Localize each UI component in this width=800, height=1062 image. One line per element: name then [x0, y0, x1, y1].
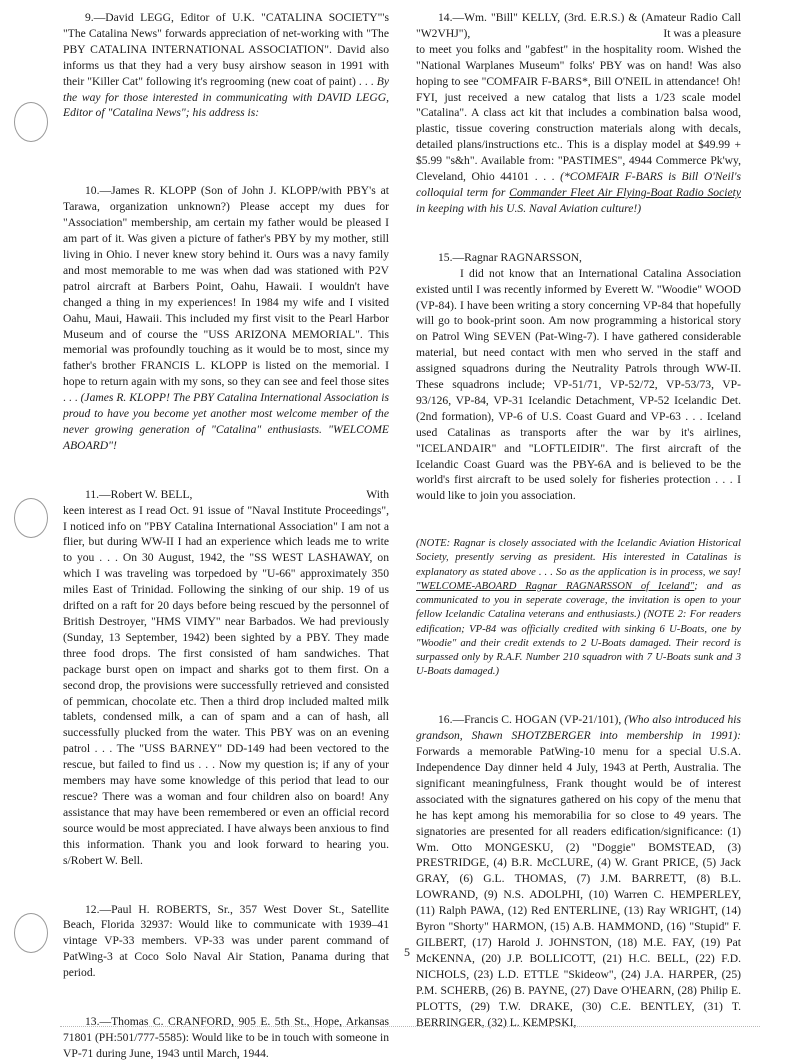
- entry-10-editor-note: (James R. KLOPP! The PBY Catalina International Association is proud to have you become yet another most welcome member of the never growing generation of "Catalina" enthusiasts. "WELCOME ABOARD"!: [63, 391, 389, 452]
- entry-16: [416, 712, 741, 1030]
- entry-11: [63, 487, 389, 869]
- page-number: 5: [404, 945, 410, 959]
- binder-hole-middle: [14, 498, 48, 538]
- left-column: [63, 10, 389, 1062]
- entry-15-note-a: (NOTE: Ragnar is closely associated with the Icelandic Aviation Historical Society, presently serving as president. His interested in Catalinas is explanatory as stated above . . . So as the application is in process, we say!: [416, 538, 741, 578]
- entry-16-heading-note: (Who also introduced his grandson, Shawn SHOTZBERGER into membership in 1991):: [416, 713, 741, 743]
- entry-15-note-c: ; and as communicated to you in seperate coverage, the invitation is open to your fellow Icelandic Catalina veterans and enthusiasts.) (NOTE 2: For readers edification; VP-84 was officially credited with sinking 6 U-Boats, one by "Woodie" and their credit extends to 2 U-Boats damaged. Their record is surpassed only by R.A.F. Number 210 squadron with 7 U-Boats sunk and 3 U-Boats damaged.): [416, 580, 741, 678]
- entry-15-note-welcome: "WELCOME-ABOARD Ragnar RAGNARSSON of Iceland": [416, 580, 695, 592]
- entry-16-heading: 16.—Francis C. HOGAN (VP-21/101),: [438, 713, 622, 727]
- entry-9: [63, 10, 389, 121]
- entry-14-heading: 14.—Wm. "Bill" KELLY, (3rd. E.R.S.) & (Amateur Radio Call "W2VHJ"),: [416, 11, 741, 40]
- entry-10: [63, 183, 389, 453]
- entry-9-editor-note: By the way for those interested in communicating with DAVID LEGG, Editor of "Catalina News"; his address is:: [63, 74, 389, 120]
- entry-12: [63, 902, 389, 982]
- entry-14-footnote-a: (*COMFAIR F-BARS is Bill O'Neil's colloquial term for: [416, 170, 741, 199]
- binder-hole-top: [14, 102, 48, 142]
- entry-11-heading-right: With: [366, 487, 389, 501]
- entry-11-text: keen interest as I read Oct. 91 issue of "Naval Institute Proceedings", I noticed info on "PBY Catalina International Association" I am not a flier, but during WW-II I had an experience which leads me to write to you . . . On 30 August, 1942, the "SS WEST LASHAWAY, on which I was traveling was torpedoed by "U-66" approximately 350 miles East of Trinidad. Following the sinking of our ship. 19 of us drifted on a raft for 20 days before being rescued by the personnel of British Destroyer, "HMS VIMY" near Barbados. We had previously (Sunday, 13 September, 1942) been sighted by a PBY. They made three food drops. The first consisted of ham sandwiches. That package burst open on impact and sharks got to them first. On a second drop, the provisions were successfully retrieved and consisted of pemmican, chocolate etc. Then a third drop included malted milk tablets, condensed milk, a can of spam and a can of hash, all successfully plucked from the water. This PBY was on an evening patrol . . . The "USS BARNEY" DD-149 had been vectored to the rescue, but failed to find us . . . Now my question is; if any of your members may have some knowledge of this period that lead to our rescue? There was a woman and four children also on board! Any assistance that may have been remembered or even an official record source would be most appreciated. I have always been anxious to find this information. Thank you and look forward to hearing you. s/Robert W. Bell.: [63, 503, 389, 867]
- right-column: [416, 10, 741, 1030]
- entry-14-footnote-society: Commander Fleet Air Flying-Boat Radio Society: [509, 185, 741, 199]
- entry-11-heading: 11.—Robert W. BELL,: [85, 487, 193, 501]
- entry-12-text: 12.—Paul H. ROBERTS, Sr., 357 West Dover St., Satellite Beach, Florida 32937: Would like to communicate with 1939–41 vintage VP-33 members. VP-33 was under parent command of PatWing-3 at Coco Solo Naval Air Station, Panama during that period.: [63, 902, 389, 980]
- entry-15-editor-note: [416, 537, 741, 679]
- entry-13-text: 13.—Thomas C. CRANFORD, 905 E. 5th St., Hope, Arkansas 71801 (PH:501/777-5585): Would like to be in touch with someone in VP-71 during June, 1943 until March, 1944.: [63, 1015, 389, 1060]
- entry-16-text: Forwards a memorable PatWing-10 menu for a special U.S.A. Independence Day dinner held 4 July, 1943 at Perth, Australia. The significant meaningfulness, Frank thought would be of interest associated with the signatures gathered on his copy of the menu that he has kept among his memorabilia for so close to 49 years. The signatories are presented for all readers edification/significance: (1) Wm. Otto MONGESKU, (2) "Doggie" BOMSTEAD, (3) PRESTRIDGE, (4) B.R. McCLURE, (4) W. Grant PRICE, (5) Jack GRAY, (6) G.L. THOMAS, (7) J.M. BARRETT, (8) B.L. LOWRAND, (9) N.S. ADOLPHI, (10) Warren C. HEMPERLEY, (11) Ralph PAWA, (12) Red ENTERLINE, (13) Ray WRIGHT, (14) Byron "Shorty" HARMON, (15) A.B. HAMMOND, (16) "Stupid" F. GILBERT, (17) Harold J. JOHNSTON, (18) M.E. FAY, (19) Pat McKENNA, (20) J.P. BOLLICOTT, (21) H.C. BELL, (22) F.D. NICHOLS, (23) L.D. ETTLE "Skideow", (24) J.A. HARPER, (25) P.M. SCHERB, (26) B. PAYNE, (27) Dave O'HEARN, (28) Philip E. PLOTTS, (29) T.W. DRAKE, (30) C.E. BENTLEY, (31) T. BERRINGER, (32) L. KEMPSKI,: [416, 745, 741, 1029]
- entry-14-footnote-c: in keeping with his U.S. Naval Aviation culture!): [416, 201, 642, 215]
- entry-15-heading: 15.—Ragnar RAGNARSSON,: [438, 250, 582, 264]
- bottom-rule: [60, 1026, 760, 1027]
- entry-10-text: 10.—James R. KLOPP (Son of John J. KLOPP/with PBY's at Tarawa, organization unknown?) Please accept my dues for "Association" membership, am certain my father would be pleased I am part of it. Was given a picture of father's PBY by my mother, still living in Ohio. I never knew story behind it. Ours was a navy family and most memorable to me was when dad was stationed with P2V patrol aircraft at Barbers Point, Oahu, Hawaii. I wouldn't have changed a thing in my experiences! In 1984 my wife and I visited Oahu, Maui, Hawaii. This included my first visit to the Pearl Harbor Museum and of course the "USS ARIZONA MEMORIAL". This memorial was profoundly touching as it would be to most, since my father's brother FRANCIS L. KLOPP is listed on the memorial. I hope to return again with my sons, so they can see and feel those sites . . .: [63, 184, 389, 405]
- entry-14: [416, 10, 741, 217]
- entry-15-text: I did not know that an International Catalina Association existed until I was recently informed by Everett W. "Woodie" WOOD (VP-84). I have been writing a story concerning VP-84 that hopefully will go to book-print soon. Am now programming a historical story on Patrol Wing SEVEN (Pat-Wing-7). I have gathered considerable material, but need contact with men who served in the staff and assigned squadrons during the Neutrality Patrols through WW-II. These squadrons include; VP-51/71, VP-52/72, VP-53/73, VP-93/126, VP-84, VP-31 Icelandic Detachment, VP-52 Icelandic Det. (2nd formation), VP-6 of U.S. Coast Guard and VP-63 . . . Iceland used Catalinas as transports after the war by it's airlines, "ICELANDAIR" and "LOFTLEIDIR". The first aircraft of the Icelandic Coast Guard was the PBY-6A and is believed to be the world's first aircraft to be used solely for fisheries protection . . . I would like to join you association.: [416, 266, 741, 503]
- entry-9-text: 9.—David LEGG, Editor of U.K. "CATALINA SOCIETY"'s "The Catalina News" forwards appreciation of net-working with "The PBY CATALINA INTERNATIONAL ASSOCIATION". David also informs us that they had a very busy airshow season in 1991 with their "Killer Cat" following it's regrooming (new coat of paint) . . .: [63, 11, 389, 88]
- binder-hole-bottom: [14, 913, 48, 953]
- entry-14-text: to meet you folks and "gabfest" in the hospitality room. Wished the "National Warplanes Museum" folks' PBY was on hand! Was also hoping to see "COMFAIR F-BARS*, Bill O'NEIL in attendance! Oh! FYI, just received a new catalog that lists a 1/23 scale model "Catalina". A class act kit that includes a combination balsa wood, plastic, tissue covering construction materials along with decals, detailed plans/instructions etc.. This is a display model at $49.99 + $5.99 "s&h". Available from: "PASTIMES", 4944 Commerce Pk'wy, Cleveland, Ohio 44101 . . .: [416, 42, 741, 184]
- entry-15: [416, 250, 741, 505]
- entry-14-heading-right: It was a pleasure: [663, 26, 741, 40]
